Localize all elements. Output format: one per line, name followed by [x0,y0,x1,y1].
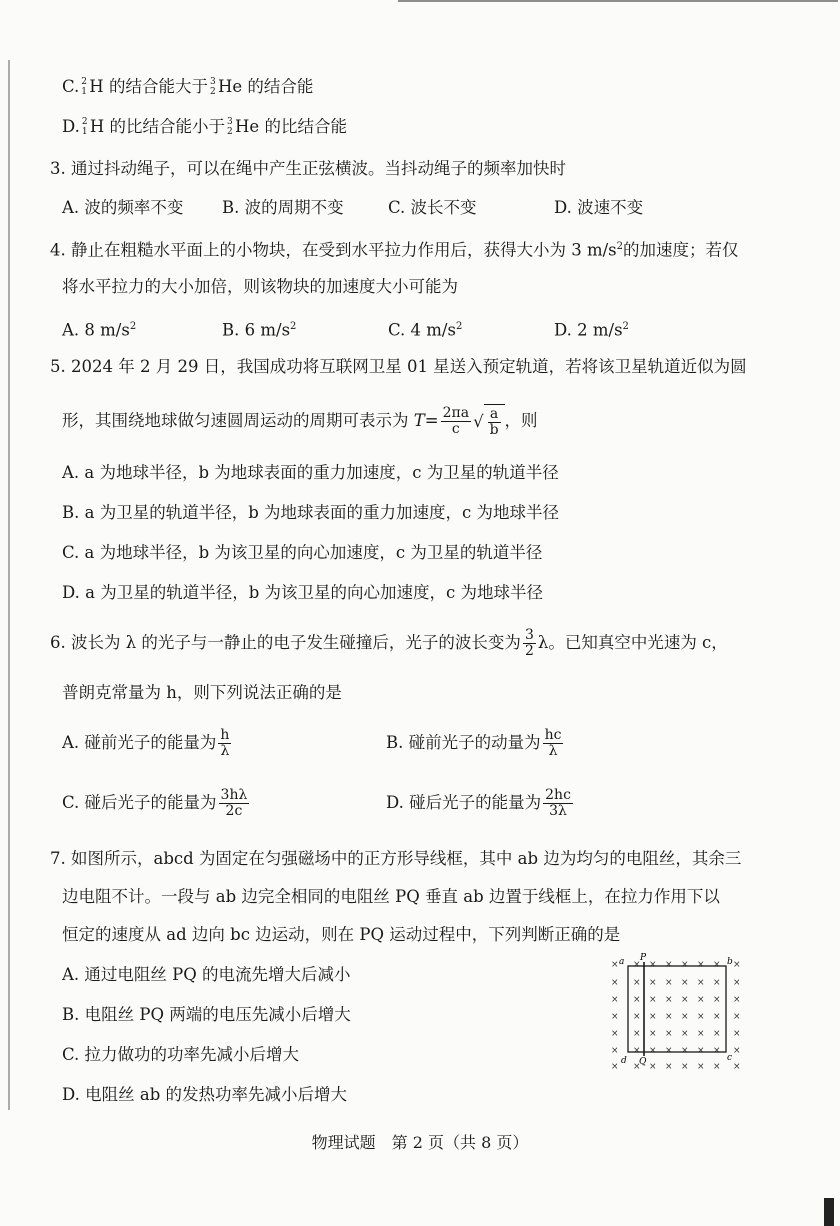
he3-nuclide: 3 2 [227,117,233,137]
q4-stem-1: 4. 静止在粗糙水平面上的小物块，在受到水平拉力作用后，获得大小为 3 $m/s^2$的加速度；若仅 [50,240,739,260]
q7-stem-2: 边电阻不计。一段与 ab 边完全相同的电阻丝 PQ 垂直 ab 边置于线框上，在拉力作用下以 [62,887,720,906]
q3-stem: 3. 通过抖动绳子，可以在绳中产生正弦横波。当抖动绳子的频率加快时 [50,159,566,178]
label-b: b [727,957,733,967]
q6-option-b: B. 碰前光子的动量为 $\frac{hc}{\lambda}$ [386,727,562,759]
field-cross: × [681,978,689,988]
q6-option-a: A. 碰前光子的能量为 $\frac{h}{\lambda}$ [62,727,230,759]
field-cross: × [649,1029,657,1039]
q4-option-b: B. 6 $m/s^2$ [222,320,297,340]
field-cross: × [633,1046,641,1056]
h2-nuclide: 2 1 [81,117,88,137]
field-cross: × [713,1029,721,1039]
q7-option-b: B. 电阻丝 PQ 两端的电压先减小后增大 [62,1005,351,1024]
field-cross: × [681,1012,689,1022]
q5-option-b: B. a 为卫星的轨道半径，b 为地球表面的重力加速度，c 为地球半径 [62,503,559,522]
q4-option-d: D. 2 $m/s^2$ [554,320,629,340]
q7-option-a: A. 通过电阻丝 PQ 的电流先增大后减小 [62,965,351,984]
field-cross: × [611,978,619,988]
q3-option-d: D. 波速不变 [554,198,644,217]
q6-stem-1: 6. 波长为 λ 的光子与一静止的电子发生碰撞后，光子的波长变为 $\frac{3}{2}$ λ。已知真空中光速为 c， [50,627,728,659]
field-cross: × [665,1046,673,1056]
field-cross: × [633,995,641,1005]
scan-top-edge [398,0,838,2]
field-cross: × [733,1046,741,1056]
field-cross: × [611,1029,619,1039]
field-cross: × [733,1012,741,1022]
field-cross: × [649,1012,657,1022]
label-p: P [640,953,647,963]
field-cross: × [633,1012,641,1022]
field-cross: × [611,1062,619,1072]
label-a: a [619,957,625,967]
field-cross: × [611,1046,619,1056]
he3-nuclide: 3 2 [209,77,216,97]
q6-ratio-fraction: $\frac{3}{2}$ [524,627,534,659]
q5-stem-1: 5. 2024 年 2 月 29 日，我国成功将互联网卫星 01 星送入预定轨道，若将该卫星轨道近似为圆 [50,357,747,376]
field-cross: × [681,995,689,1005]
q5-period-fraction: $\frac{2\pi a}{c}$ [442,405,470,437]
field-cross: × [665,978,673,988]
field-cross: × [697,1029,705,1039]
field-cross: × [681,1029,689,1039]
q7-option-c: C. 拉力做功的功率先减小后增大 [62,1045,300,1064]
q3-option-b: B. 波的周期不变 [222,198,344,217]
h2-nuclide: 2 1 [81,77,88,97]
field-cross: × [633,978,641,988]
field-cross: × [733,995,741,1005]
q6-option-d: D. 碰后光子的能量为 $\frac{2hc}{3\lambda}$ [386,787,571,819]
label-q: Q [639,1057,647,1067]
q2-option-c: C. 2 1 H 的结合能大于 3 2 He 的结合能 [62,77,314,97]
q4-option-a: A. 8 $m/s^2$ [62,320,137,340]
q6-option-c: C. 碰后光子的能量为 $\frac{3h\lambda}{2c}$ [62,787,248,819]
q5-option-d: D. a 为卫星的轨道半径，b 为该卫星的向心加速度，c 为地球半径 [62,583,544,602]
q5-option-a: A. a 为地球半径，b 为地球表面的重力加速度，c 为卫星的轨道半径 [62,463,559,482]
field-cross: × [713,960,721,970]
magnetic-field-frame-figure [606,952,746,1072]
field-cross: × [633,1029,641,1039]
field-cross: × [713,1046,721,1056]
field-cross: × [665,995,673,1005]
scan-left-edge [8,60,10,1110]
field-cross: × [713,978,721,988]
q5-stem-2: 形，其围绕地球做匀速圆周运动的周期可表示为 T= $\frac{2\pi a}{c}$ √ $\frac{a}{b}$ ，则 [62,405,538,438]
field-cross: × [713,1012,721,1022]
page-footer: 物理试题 第 2 页（共 8 页） [311,1133,529,1152]
field-cross: × [697,1062,705,1072]
q3-option-c: C. 波长不变 [388,198,477,217]
q7-stem-1: 7. 如图所示，abcd 为固定在匀强磁场中的正方形导线框，其中 ab 边为均匀的电阻丝，其余三 [50,849,742,868]
field-cross: × [649,978,657,988]
field-cross: × [697,978,705,988]
field-cross: × [697,960,705,970]
field-cross: × [611,1012,619,1022]
field-cross: × [665,1012,673,1022]
field-cross: × [665,1062,673,1072]
field-cross: × [697,995,705,1005]
field-cross: × [733,978,741,988]
field-cross: × [697,1012,705,1022]
field-cross: × [681,1046,689,1056]
field-cross: × [649,1062,657,1072]
field-cross: × [733,1029,741,1039]
q2-option-d: D. 2 1 H 的比结合能小于 3 2 He 的比结合能 [62,117,347,137]
field-cross: × [733,960,741,970]
field-cross: × [697,1046,705,1056]
field-cross: × [665,1029,673,1039]
q5-option-c: C. a 为地球半径，b 为该卫星的向心加速度，c 为卫星的轨道半径 [62,543,543,562]
field-cross: × [633,1062,641,1072]
q6-stem-2: 普朗克常量为 h，则下列说法正确的是 [62,683,342,702]
q7-option-d: D. 电阻丝 ab 的发热功率先减小后增大 [62,1085,348,1104]
field-cross: × [611,960,619,970]
field-cross: × [649,1046,657,1056]
q4-option-c: C. 4 $m/s^2$ [388,320,463,340]
label-d: d [621,1056,627,1066]
field-cross: × [681,960,689,970]
field-cross: × [665,960,673,970]
q4-stem-2: 将水平拉力的大小加倍，则该物块的加速度大小可能为 [62,277,458,296]
field-cross: × [713,1062,721,1072]
field-cross: × [611,995,619,1005]
scan-corner-mark [824,1198,834,1226]
field-cross: × [713,995,721,1005]
q7-stem-3: 恒定的速度从 ad 边向 bc 边运动，则在 PQ 运动过程中，下列判断正确的是 [62,925,621,944]
magnetic-field-crosses [611,960,741,1072]
q3-option-a: A. 波的频率不变 [62,198,184,217]
label-c: c [727,1053,733,1063]
field-cross: × [633,960,641,970]
square-frame-abcd [628,966,726,1052]
field-cross: × [733,1062,741,1072]
field-cross: × [649,960,657,970]
q5-sqrt: √ $\frac{a}{b}$ [473,404,504,439]
field-cross: × [681,1062,689,1072]
field-cross: × [649,995,657,1005]
